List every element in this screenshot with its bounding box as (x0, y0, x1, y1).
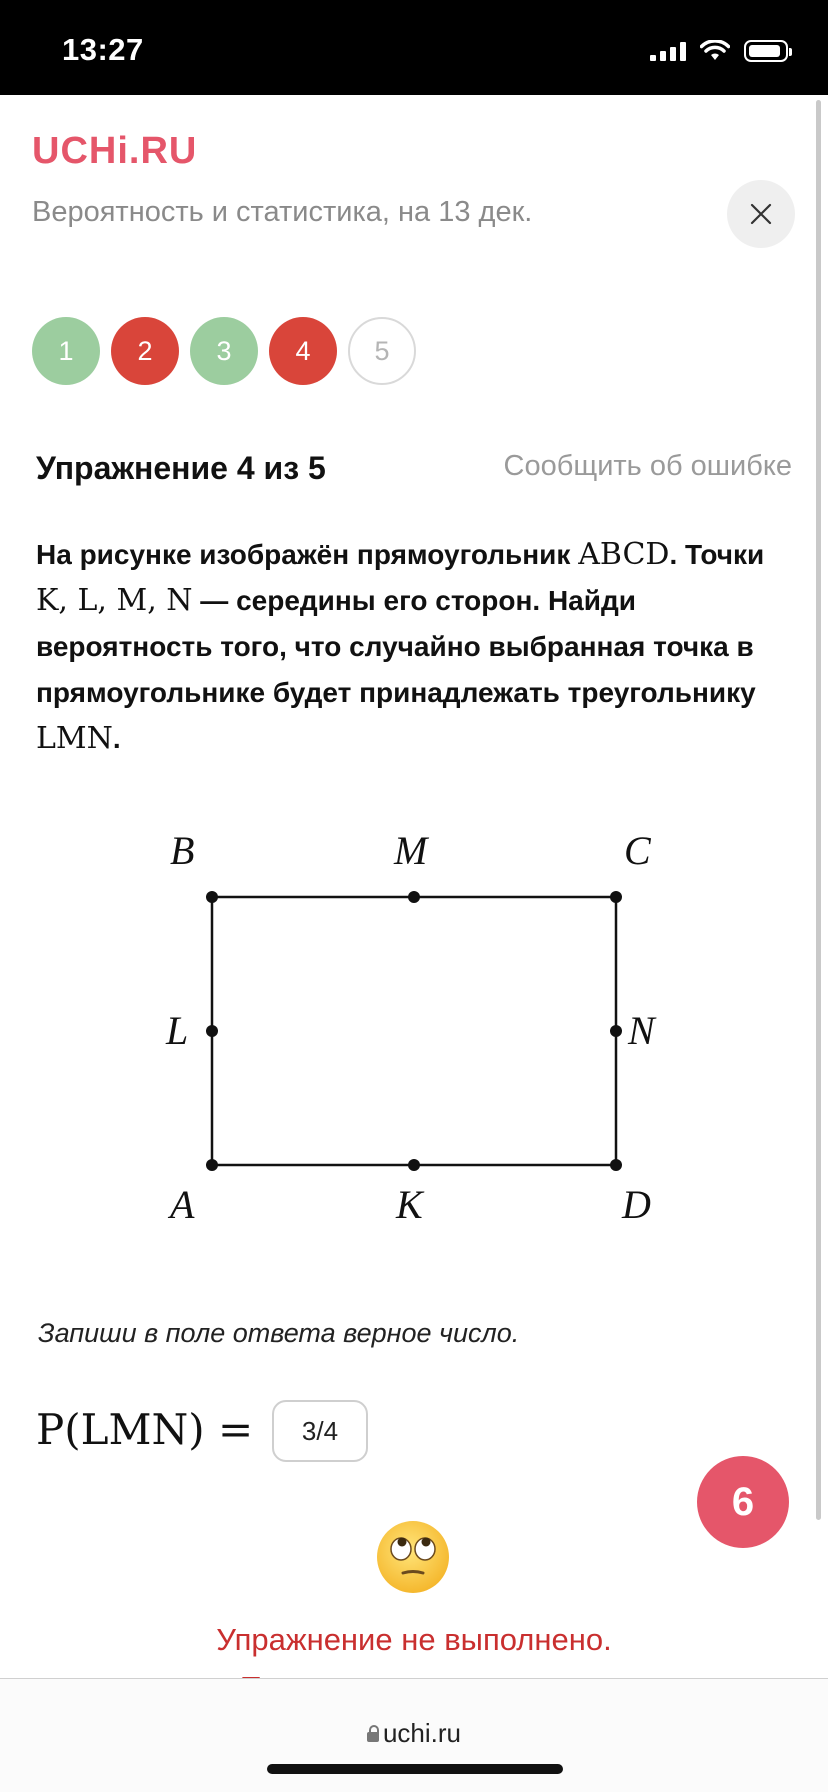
point-n (610, 1025, 622, 1037)
answer-input[interactable]: 3/4 (272, 1400, 368, 1462)
problem-text-part: — середины его сторон. Найди вероятность того, что случайно выбранная точка в прямоугольнике будет принадлежать треугольнику (36, 585, 756, 708)
lesson-subtitle: Вероятность и статистика, на 13 дек. (32, 196, 533, 228)
step-5[interactable]: 5 (348, 317, 416, 385)
step-3[interactable]: 3 (190, 317, 258, 385)
battery-icon (744, 40, 788, 62)
label-b: B (170, 830, 195, 873)
rectangle-abcd (212, 897, 616, 1165)
math-triangle: LMN (36, 721, 113, 756)
label-n: N (628, 1008, 655, 1053)
lock-icon (367, 1732, 379, 1742)
label-k: K (396, 1182, 423, 1227)
probability-formula: P(LMN) = (36, 1405, 254, 1454)
problem-text-part: . Точки (669, 539, 765, 570)
rolling-eyes-emoji-icon (375, 1519, 451, 1595)
report-error-link[interactable]: Сообщить об ошибке (503, 450, 792, 482)
point-l (206, 1025, 218, 1037)
point-b (206, 891, 218, 903)
exercise-progress (32, 317, 416, 385)
problem-text-part: На рисунке изображён прямоугольник (36, 539, 579, 570)
problem-text (36, 532, 796, 762)
step-1[interactable]: 1 (32, 317, 100, 385)
home-indicator[interactable] (267, 1764, 563, 1774)
status-bar (0, 0, 828, 95)
status-time: 13:27 (62, 32, 144, 67)
notification-badge[interactable]: 6 (697, 1456, 789, 1548)
result-message: Упражнение не выполнено. (216, 1622, 612, 1657)
address-bar[interactable] (0, 1718, 828, 1749)
point-d (610, 1159, 622, 1171)
scrollbar[interactable] (816, 100, 821, 1520)
point-k (408, 1159, 420, 1171)
label-c: C (624, 830, 651, 873)
close-icon (749, 202, 773, 226)
point-c (610, 891, 622, 903)
problem-text-part: . (112, 723, 121, 754)
status-icons (650, 36, 788, 66)
vertex-points (206, 891, 622, 1171)
wifi-icon (700, 40, 730, 62)
rectangle-figure (150, 830, 690, 1250)
url-text: uchi.ru (382, 1718, 462, 1748)
math-rectangle: ABCD (578, 537, 670, 572)
close-button[interactable] (727, 180, 795, 248)
point-m (408, 891, 420, 903)
math-points: K, L, M, N (36, 583, 193, 618)
step-2[interactable]: 2 (111, 317, 179, 385)
point-a (206, 1159, 218, 1171)
label-m: M (394, 830, 428, 873)
uchi-logo[interactable]: UCHi.RU (32, 130, 198, 172)
label-a: A (170, 1182, 195, 1227)
signal-icon (650, 41, 686, 61)
label-d: D (622, 1182, 651, 1227)
exercise-title: Упражнение 4 из 5 (36, 450, 326, 486)
step-4[interactable]: 4 (269, 317, 337, 385)
label-l: L (166, 1008, 189, 1053)
answer-instruction: Запиши в поле ответа верное число. (38, 1318, 520, 1348)
